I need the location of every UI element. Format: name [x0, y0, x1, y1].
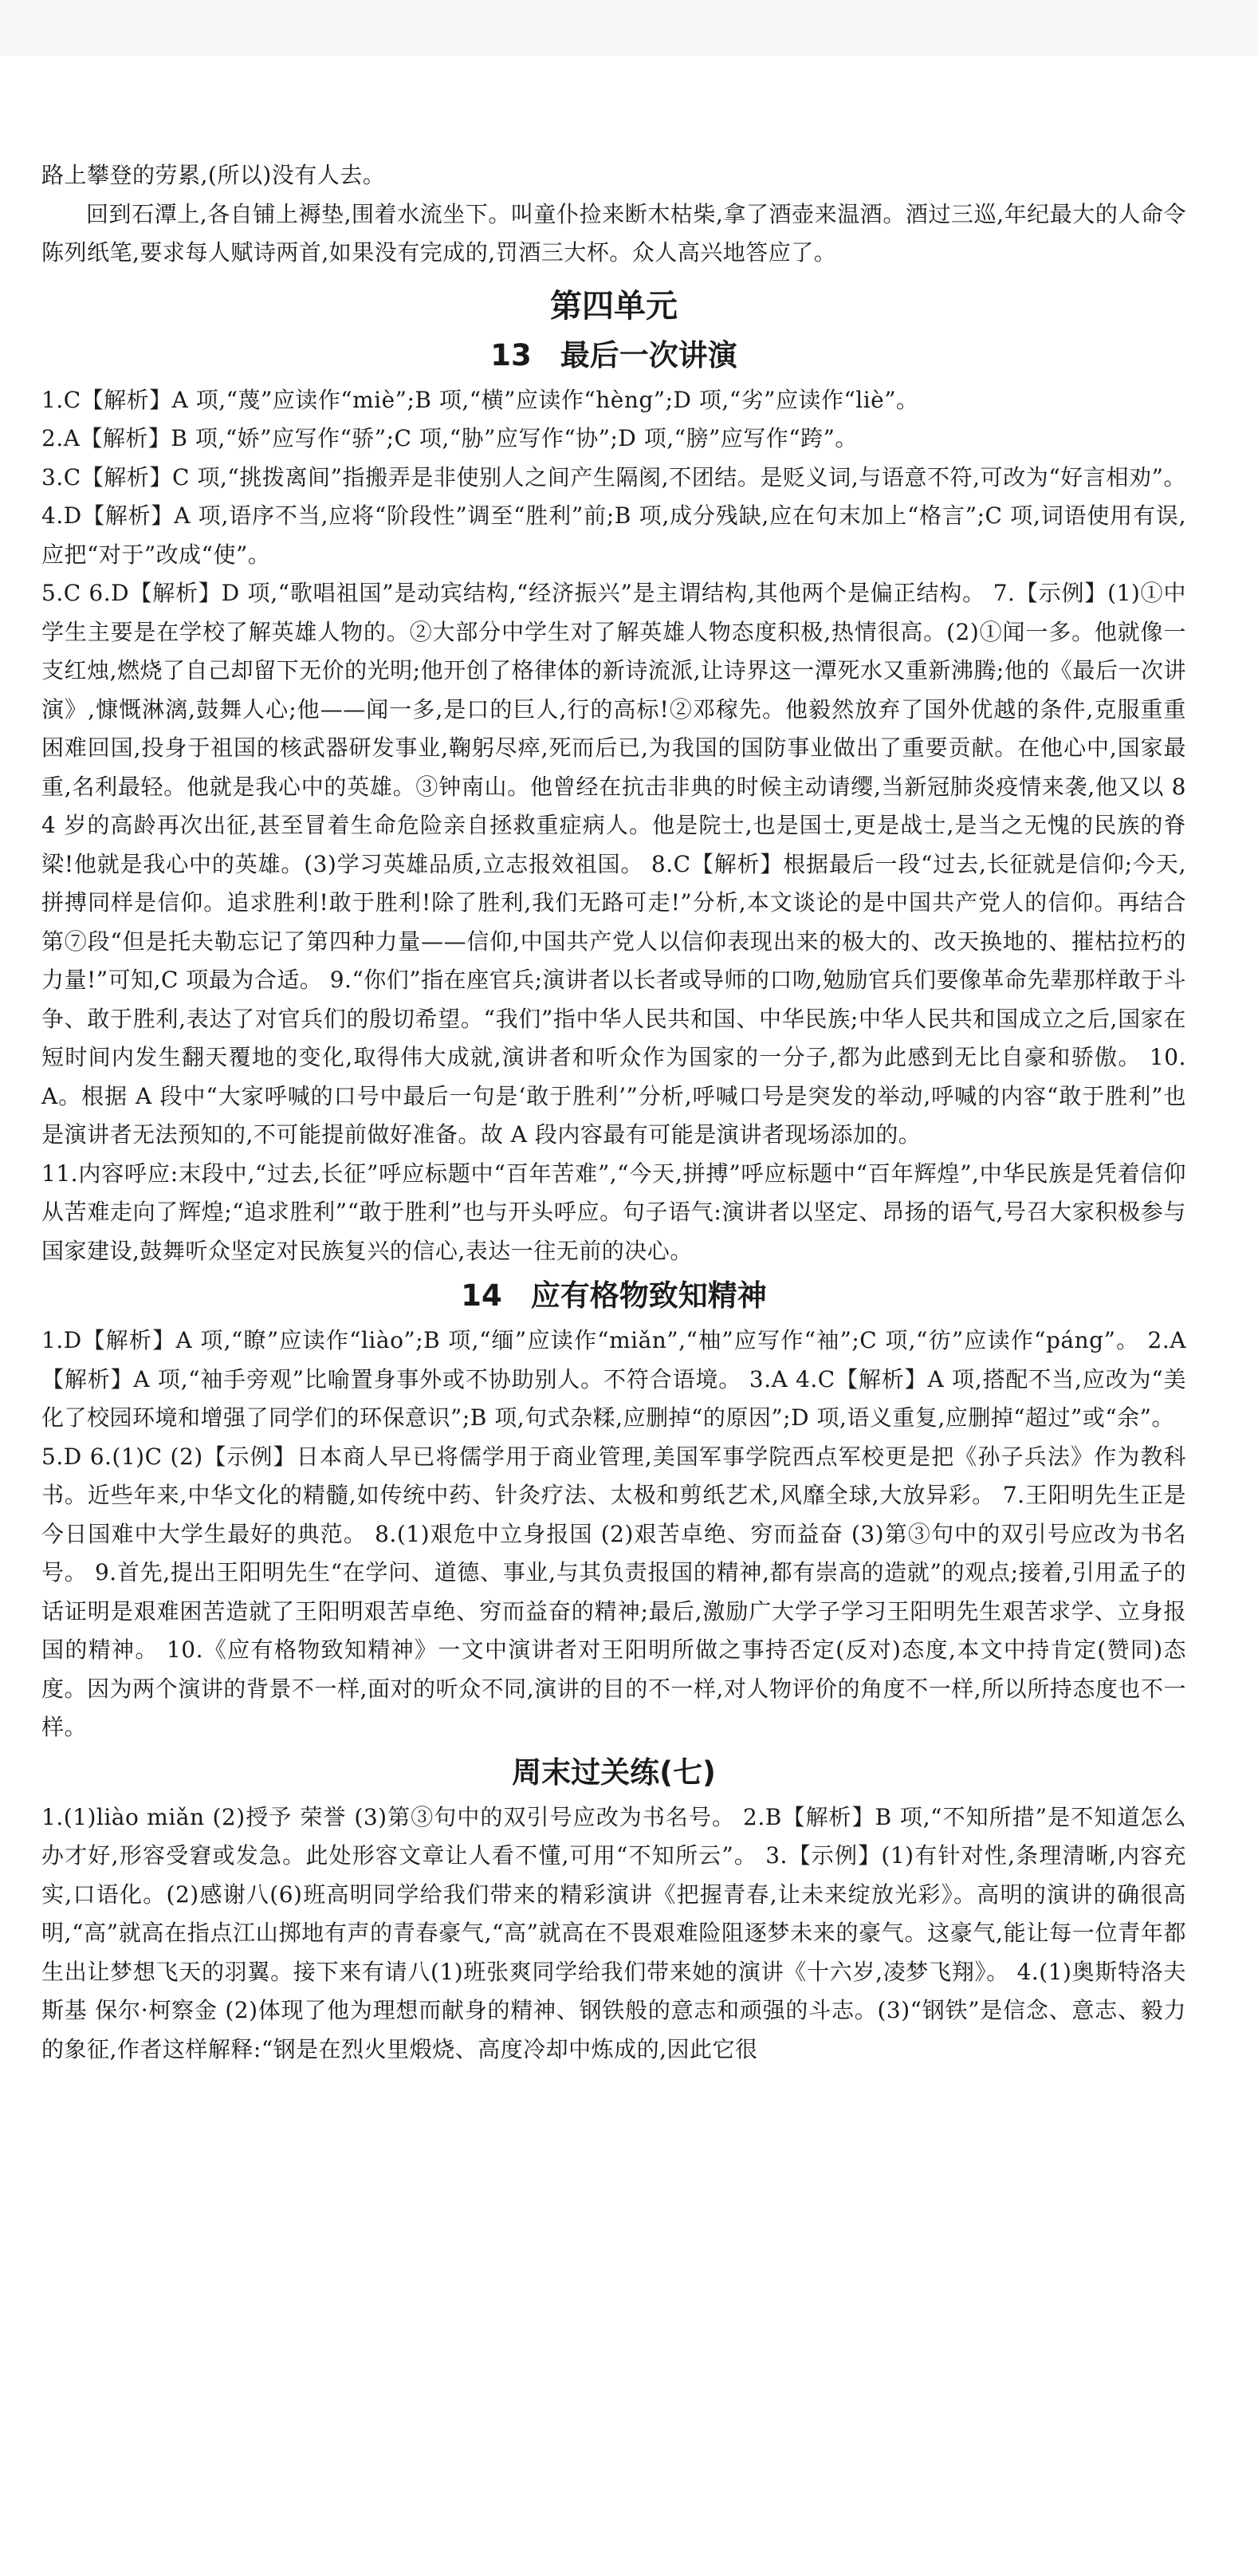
unit-title: 第四单元 [550, 287, 678, 325]
intro-line: 路上攀登的劳累,(所以)没有人去。 [41, 162, 386, 188]
top-margin-strip [0, 0, 1258, 56]
intro-paragraph: 回到石潭上,各自铺上褥垫,围着水流坐下。叫童仆捡来断木枯柴,拿了酒壶来温酒。酒过三巡,年纪最大的人命令陈列纸笔,要求每人赋诗两首,如果没有完成的,罚酒三大杯。众人高兴地答应了。 [41, 200, 1186, 266]
answer-paragraph: 2.A【解析】B 项,“娇”应写作“骄”;C 项,“胁”应写作“协”;D 项,“膀”应写作“跨”。 [41, 425, 858, 451]
lesson-number: 13 [490, 337, 532, 372]
lesson-13-heading [41, 333, 1186, 378]
lesson-title: 应有格物致知精神 [530, 1278, 767, 1313]
answer-paragraph: 3.C【解析】C 项,“挑拨离间”指搬弄是非使别人之间产生隔阂,不团结。是贬义词,与语意不符,可改为“好言相劝”。 4.D【解析】A 项,语序不当,应将“阶段性”调至“胜利”前;B 项,成分残缺,应在句末加上“格言”;C 项,词语使用有误,应把“对于”改成“使”。 [41, 463, 1186, 568]
lesson-title: 最后一次讲演 [560, 337, 737, 372]
answer-paragraph: 11.内容呼应:末段中,“过去,长征”呼应标题中“百年苦难”,“今天,拼搏”呼应标题中“百年辉煌”,中华民族是凭着信仰从苦难走向了辉煌;“追求胜利”“敢于胜利”也与开头呼应。句子语气:演讲者以坚定、昂扬的语气,号召大家积极参与国家建设,鼓舞听众坚定对民族复兴的信心,表达一往无前的决心。 [41, 1160, 1186, 1264]
weekend-practice-heading: 周末过关练(七) [512, 1755, 716, 1790]
answer-paragraph: 1.D【解析】A 项,“瞭”应读作“liào”;B 项,“缅”应读作“miǎn”,“柚”应写作“袖”;C 项,“彷”应读作“páng”。 2.A【解析】A 项,“袖手旁观”比喻置身事外或不协助别人。不符合语境。 3.A 4.C【解析】A 项,搭配不当,应改为“美化了校园环境和增强了同学们的环保意识”;B 项,句式杂糅,应删掉“的原因”;D 项,语义重复,应删掉“超过”或“余”。 [41, 1327, 1186, 1431]
answer-paragraph: 5.D 6.(1)C (2)【示例】日本商人早已将儒学用于商业管理,美国军事学院西点军校更是把《孙子兵法》作为教科书。近些年来,中华文化的精髓,如传统中药、针灸疗法、太极和剪纸艺术,风靡全球,大放异彩。 7.王阳明先生正是今日国难中大学生最好的典范。 8.(1)艰危中立身报国 (2)艰苦卓绝、穷而益奋 (3)第③句中的双引号应改为书名号。 9.首先,提出王阳明先生“在学问、道德、事业,与其负责报国的精神,都有崇高的造就”的观点;接着,引用孟子的话证明是艰难困苦造就了王阳明艰苦卓绝、穷而益奋的精神;最后,激励广大学子学习王阳明先生艰苦求学、立身报国的精神。 10.《应有格物致知精神》一文中演讲者对王阳明所做之事持否定(反对)态度,本文中持肯定(赞同)态度。因为两个演讲的背景不一样,面对的听众不同,演讲的目的不一样,对人物评价的角度不一样,所以所持态度也不一样。 [41, 1443, 1186, 1740]
answer-paragraph: 1.C【解析】A 项,“蔑”应读作“miè”;B 项,“横”应读作“hèng”;D 项,“劣”应读作“liè”。 [41, 386, 919, 413]
lesson-14-heading [41, 1274, 1186, 1318]
answer-paragraph: 1.(1)liào miǎn (2)授予 荣誉 (3)第③句中的双引号应改为书名号。 2.B【解析】B 项,“不知所措”是不知道怎么办才好,形容受窘或发急。此处形容文章让人看不懂,可用“不知所云”。 3.【示例】(1)有针对性,条理清晰,内容充实,口语化。(2)感谢八(6)班高明同学给我们带来的精彩演讲《把握青春,让未来绽放光彩》。高明的演讲的确很高明,“高”就高在指点江山掷地有声的青春豪气,“高”就高在不畏艰难险阻逐梦未来的豪气。这豪气,能让每一位青年都生出让梦想飞天的羽翼。接下来有请八(1)班张爽同学给我们带来她的演讲《十六岁,凌梦飞翔》。 4.(1)奥斯特洛夫斯基 保尔·柯察金 (2)体现了他为理想而献身的精神、钢铁般的意志和顽强的斗志。(3)“钢铁”是信念、意志、毅力的象征,作者这样解释:“钢是在烈火里煅烧、高度冷却中炼成的,因此它很 [41, 1803, 1186, 2062]
answer-paragraph: 5.C 6.D【解析】D 项,“歌唱祖国”是动宾结构,“经济振兴”是主谓结构,其他两个是偏正结构。 7.【示例】(1)①中学生主要是在学校了解英雄人物的。②大部分中学生对了解英雄人物态度积极,热情很高。(2)①闻一多。他就像一支红烛,燃烧了自己却留下无价的光明;他开创了格律体的新诗流派,让诗界这一潭死水又重新沸腾;他的《最后一次讲演》,慷慨淋漓,鼓舞人心;他——闻一多,是口的巨人,行的高标!②邓稼先。他毅然放弃了国外优越的条件,克服重重困难回国,投身于祖国的核武器研发事业,鞠躬尽瘁,死而后已,为我国的国防事业做出了重要贡献。在他心中,国家最重,名利最轻。他就是我心中的英雄。③钟南山。他曾经在抗击非典的时候主动请缨,当新冠肺炎疫情来袭,他又以 84 岁的高龄再次出征,甚至冒着生命危险亲自拯救重症病人。他是院士,也是国士,更是战士,是当之无愧的民族的脊梁!他就是我心中的英雄。(3)学习英雄品质,立志报效祖国。 8.C【解析】根据最后一段“过去,长征就是信仰;今天,拼搏同样是信仰。追求胜利!敢于胜利!除了胜利,我们无路可走!”分析,本文谈论的是中国共产党人的信仰。再结合第⑦段“但是托夫勒忘记了第四种力量——信仰,中国共产党人以信仰表现出来的极大的、改天换地的、摧枯拉朽的力量!”可知,C 项最为合适。 9.“你们”指在座官兵;演讲者以长者或导师的口吻,勉励官兵们要像革命先辈那样敢于斗争、敢于胜利,表达了对官兵们的殷切希望。“我们”指中华人民共和国、中华民族;中华人民共和国成立之后,国家在短时间内发生翻天覆地的变化,取得伟大成就,演讲者和听众作为国家的一分子,都为此感到无比自豪和骄傲。 10.A。根据 A 段中“大家呼喊的口号中最后一句是‘敢于胜利’”分析,呼喊口号是突发的举动,呼喊的内容“敢于胜利”也是演讲者无法预知的,不可能提前做好准备。故 A 段内容最有可能是演讲者现场添加的。 [41, 580, 1186, 1148]
lesson-number: 14 [461, 1278, 502, 1313]
